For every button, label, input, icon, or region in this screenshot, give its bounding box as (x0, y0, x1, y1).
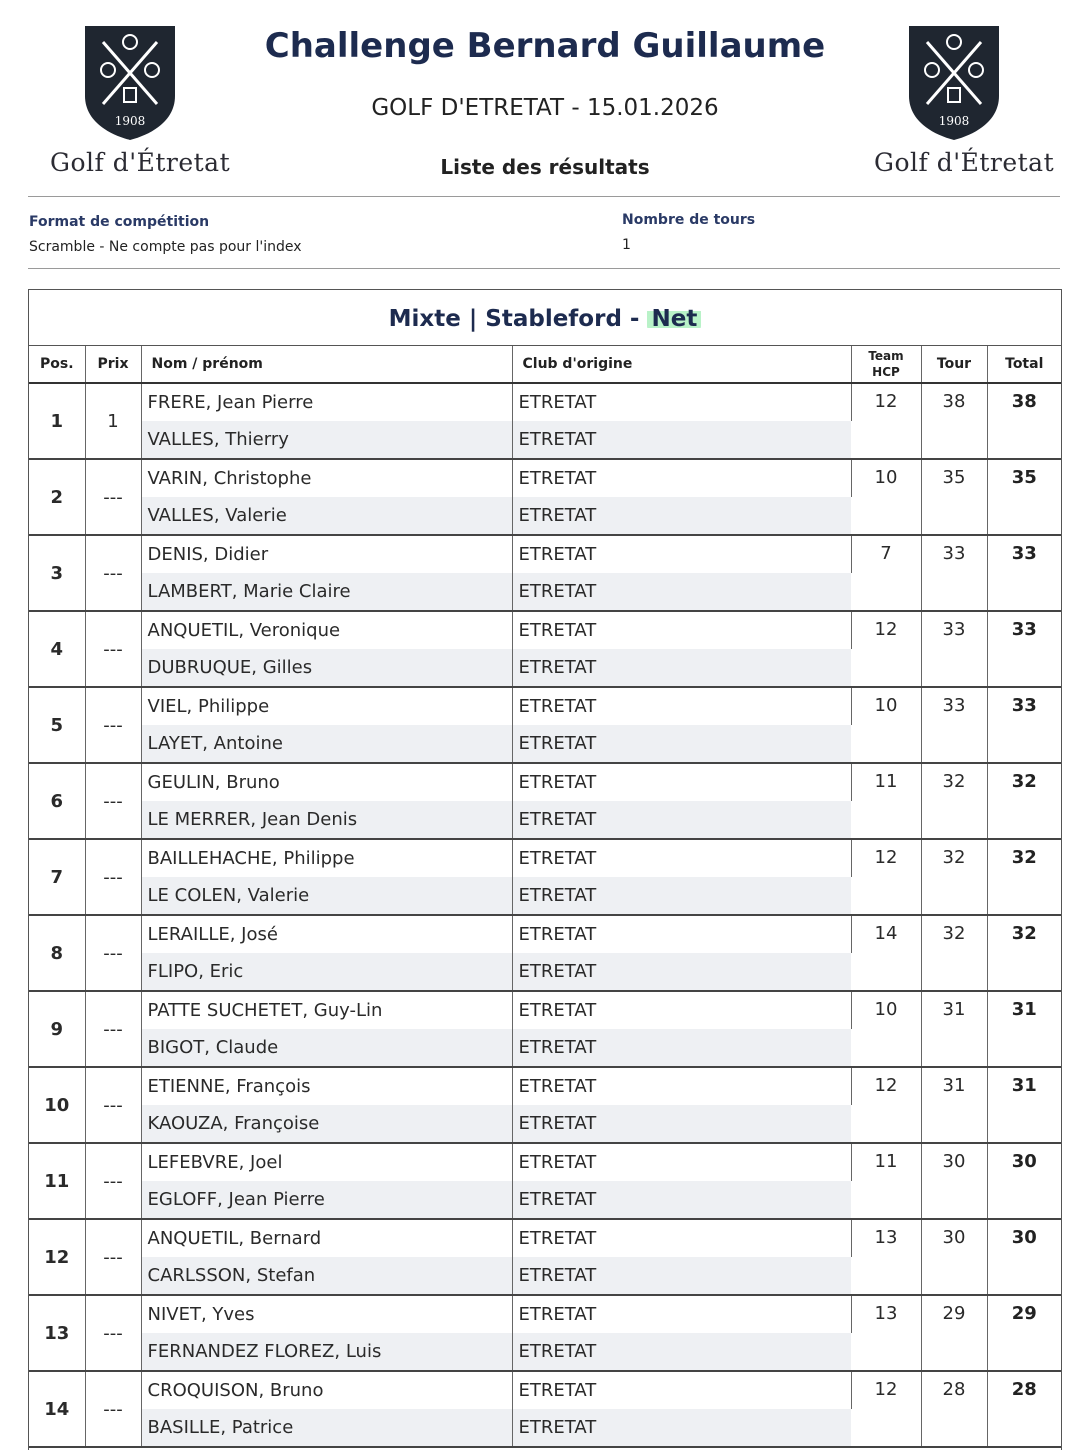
club-cell: ETRETAT (512, 687, 851, 725)
club-cell: ETRETAT (512, 1219, 851, 1257)
results-body (29, 383, 1061, 1447)
col-team-hcp: Team HCP (851, 346, 921, 383)
club-cell: ETRETAT (512, 1029, 851, 1067)
table-header (29, 346, 1061, 383)
col-total: Total (987, 346, 1061, 383)
prix-cell: --- (85, 839, 141, 915)
golf-crest-icon (907, 24, 1001, 142)
player-name: VALLES, Valerie (141, 497, 512, 535)
table-row (29, 383, 1061, 421)
logo-year: 1908 (114, 114, 146, 128)
table-row (29, 1143, 1061, 1181)
total-cell: 33 (987, 687, 1061, 763)
player-name: LAMBERT, Marie Claire (141, 573, 512, 611)
table-row (29, 611, 1061, 649)
pos-cell: 3 (29, 535, 85, 611)
total-cell: 33 (987, 535, 1061, 611)
prix-cell: --- (85, 991, 141, 1067)
prix-cell: --- (85, 535, 141, 611)
table-row (29, 991, 1061, 1029)
table-row (29, 915, 1061, 953)
player-name: LAYET, Antoine (141, 725, 512, 763)
pos-cell: 12 (29, 1219, 85, 1295)
total-cell: 35 (987, 459, 1061, 535)
club-cell: ETRETAT (512, 497, 851, 535)
club-cell: ETRETAT (512, 763, 851, 801)
tours-label: Nombre de tours (622, 212, 756, 228)
col-name: Nom / prénom (141, 346, 512, 383)
team-hcp-cell: 14 (851, 915, 921, 991)
tour-cell: 33 (921, 611, 987, 687)
club-cell: ETRETAT (512, 649, 851, 687)
pos-cell: 2 (29, 459, 85, 535)
page-subtitle: GOLF D'ETRETAT - 15.01.2026 (371, 95, 719, 121)
club-cell: ETRETAT (512, 725, 851, 763)
pos-cell: 8 (29, 915, 85, 991)
club-cell: ETRETAT (512, 383, 851, 421)
player-name: CARLSSON, Stefan (141, 1257, 512, 1295)
pos-cell: 11 (29, 1143, 85, 1219)
table-row (29, 1219, 1061, 1257)
prix-cell: --- (85, 1371, 141, 1447)
player-name: LEFEBVRE, Joel (141, 1143, 512, 1181)
category-highlight: Net (647, 306, 701, 332)
prix-cell: 1 (85, 383, 141, 459)
tours-block (622, 212, 755, 253)
table-row (29, 1371, 1061, 1409)
tour-cell: 30 (921, 1219, 987, 1295)
player-name: KAOUZA, Françoise (141, 1105, 512, 1143)
table-row (29, 839, 1061, 877)
club-cell: ETRETAT (512, 421, 851, 459)
player-name: LE COLEN, Valerie (141, 877, 512, 915)
team-hcp-cell: 11 (851, 763, 921, 839)
player-name: DUBRUQUE, Gilles (141, 649, 512, 687)
club-cell: ETRETAT (512, 801, 851, 839)
team-hcp-cell: 12 (851, 839, 921, 915)
player-name: VARIN, Christophe (141, 459, 512, 497)
club-cell: ETRETAT (512, 915, 851, 953)
player-name: DENIS, Didier (141, 535, 512, 573)
club-cell: ETRETAT (512, 1143, 851, 1181)
club-cell: ETRETAT (512, 1333, 851, 1371)
player-name: ANQUETIL, Veronique (141, 611, 512, 649)
club-cell: ETRETAT (512, 535, 851, 573)
col-club: Club d'origine (512, 346, 851, 383)
club-cell: ETRETAT (512, 991, 851, 1029)
player-name: ETIENNE, François (141, 1067, 512, 1105)
prix-cell: --- (85, 1295, 141, 1371)
team-hcp-cell: 10 (851, 991, 921, 1067)
player-name: VALLES, Thierry (141, 421, 512, 459)
col-pos: Pos. (29, 346, 85, 383)
team-hcp-cell: 12 (851, 1371, 921, 1447)
tour-cell: 33 (921, 687, 987, 763)
player-name: EGLOFF, Jean Pierre (141, 1181, 512, 1219)
results-table-box (28, 289, 1062, 1450)
pos-cell: 14 (29, 1371, 85, 1447)
total-cell: 30 (987, 1219, 1061, 1295)
prix-cell: --- (85, 1219, 141, 1295)
pos-cell: 13 (29, 1295, 85, 1371)
prix-cell: --- (85, 1143, 141, 1219)
format-value: Scramble - Ne compte pas pour l'index (29, 239, 302, 255)
prix-cell: --- (85, 687, 141, 763)
club-logo-right (874, 24, 1055, 177)
page-title: Challenge Bernard Guillaume (264, 26, 826, 66)
total-cell: 32 (987, 839, 1061, 915)
team-hcp-cell: 13 (851, 1219, 921, 1295)
team-hcp-cell: 13 (851, 1295, 921, 1371)
team-hcp-cell: 12 (851, 383, 921, 459)
results-table (29, 346, 1061, 1448)
tour-cell: 31 (921, 1067, 987, 1143)
player-name: NIVET, Yves (141, 1295, 512, 1333)
club-cell: ETRETAT (512, 953, 851, 991)
player-name: CROQUISON, Bruno (141, 1371, 512, 1409)
prix-cell: --- (85, 915, 141, 991)
total-cell: 32 (987, 763, 1061, 839)
player-name: ANQUETIL, Bernard (141, 1219, 512, 1257)
table-row (29, 1295, 1061, 1333)
pos-cell: 6 (29, 763, 85, 839)
logo-name: Golf d'Étretat (874, 148, 1055, 177)
prix-cell: --- (85, 611, 141, 687)
tour-cell: 32 (921, 839, 987, 915)
prix-cell: --- (85, 763, 141, 839)
club-cell: ETRETAT (512, 1105, 851, 1143)
tour-cell: 31 (921, 991, 987, 1067)
player-name: FERNANDEZ FLOREZ, Luis (141, 1333, 512, 1371)
logo-year: 1908 (938, 114, 970, 128)
tour-cell: 35 (921, 459, 987, 535)
divider (28, 268, 1060, 269)
team-hcp-cell: 11 (851, 1143, 921, 1219)
player-name: LERAILLE, José (141, 915, 512, 953)
total-cell: 38 (987, 383, 1061, 459)
table-row (29, 763, 1061, 801)
player-name: BAILLEHACHE, Philippe (141, 839, 512, 877)
player-name: PATTE SUCHETET, Guy-Lin (141, 991, 512, 1029)
prix-cell: --- (85, 459, 141, 535)
player-name: FLIPO, Eric (141, 953, 512, 991)
total-cell: 31 (987, 991, 1061, 1067)
table-row (29, 1067, 1061, 1105)
club-cell: ETRETAT (512, 459, 851, 497)
club-cell: ETRETAT (512, 839, 851, 877)
tour-cell: 33 (921, 535, 987, 611)
pos-cell: 1 (29, 383, 85, 459)
tour-cell: 32 (921, 763, 987, 839)
club-cell: ETRETAT (512, 1295, 851, 1333)
tour-cell: 30 (921, 1143, 987, 1219)
club-cell: ETRETAT (512, 1257, 851, 1295)
club-cell: ETRETAT (512, 611, 851, 649)
pos-cell: 9 (29, 991, 85, 1067)
team-hcp-cell: 7 (851, 535, 921, 611)
pos-cell: 4 (29, 611, 85, 687)
player-name: BASILLE, Patrice (141, 1409, 512, 1447)
club-cell: ETRETAT (512, 1067, 851, 1105)
player-name: FRERE, Jean Pierre (141, 383, 512, 421)
golf-crest-icon (83, 24, 177, 142)
pos-cell: 7 (29, 839, 85, 915)
format-block (29, 214, 302, 255)
club-cell: ETRETAT (512, 1181, 851, 1219)
club-logo-left (50, 24, 231, 177)
player-name: LE MERRER, Jean Denis (141, 801, 512, 839)
logo-name: Golf d'Étretat (50, 148, 231, 177)
total-cell: 32 (987, 915, 1061, 991)
tours-value: 1 (622, 237, 631, 253)
club-cell: ETRETAT (512, 877, 851, 915)
category-prefix: Mixte | Stableford - (388, 306, 648, 332)
club-cell: ETRETAT (512, 573, 851, 611)
player-name: VIEL, Philippe (141, 687, 512, 725)
player-name: BIGOT, Claude (141, 1029, 512, 1067)
team-hcp-cell: 10 (851, 459, 921, 535)
col-tour: Tour (921, 346, 987, 383)
total-cell: 30 (987, 1143, 1061, 1219)
table-row (29, 459, 1061, 497)
club-cell: ETRETAT (512, 1371, 851, 1409)
total-cell: 29 (987, 1295, 1061, 1371)
table-row (29, 687, 1061, 725)
col-prix: Prix (85, 346, 141, 383)
prix-cell: --- (85, 1067, 141, 1143)
tour-cell: 29 (921, 1295, 987, 1371)
divider (28, 196, 1060, 197)
format-label: Format de compétition (29, 214, 210, 230)
tour-cell: 28 (921, 1371, 987, 1447)
player-name: GEULIN, Bruno (141, 763, 512, 801)
category-title (29, 290, 1061, 346)
tour-cell: 38 (921, 383, 987, 459)
club-cell: ETRETAT (512, 1409, 851, 1447)
total-cell: 28 (987, 1371, 1061, 1447)
total-cell: 33 (987, 611, 1061, 687)
team-hcp-cell: 10 (851, 687, 921, 763)
team-hcp-cell: 12 (851, 611, 921, 687)
table-row (29, 535, 1061, 573)
pos-cell: 10 (29, 1067, 85, 1143)
list-title: Liste des résultats (440, 155, 650, 179)
team-hcp-cell: 12 (851, 1067, 921, 1143)
pos-cell: 5 (29, 687, 85, 763)
tour-cell: 32 (921, 915, 987, 991)
total-cell: 31 (987, 1067, 1061, 1143)
